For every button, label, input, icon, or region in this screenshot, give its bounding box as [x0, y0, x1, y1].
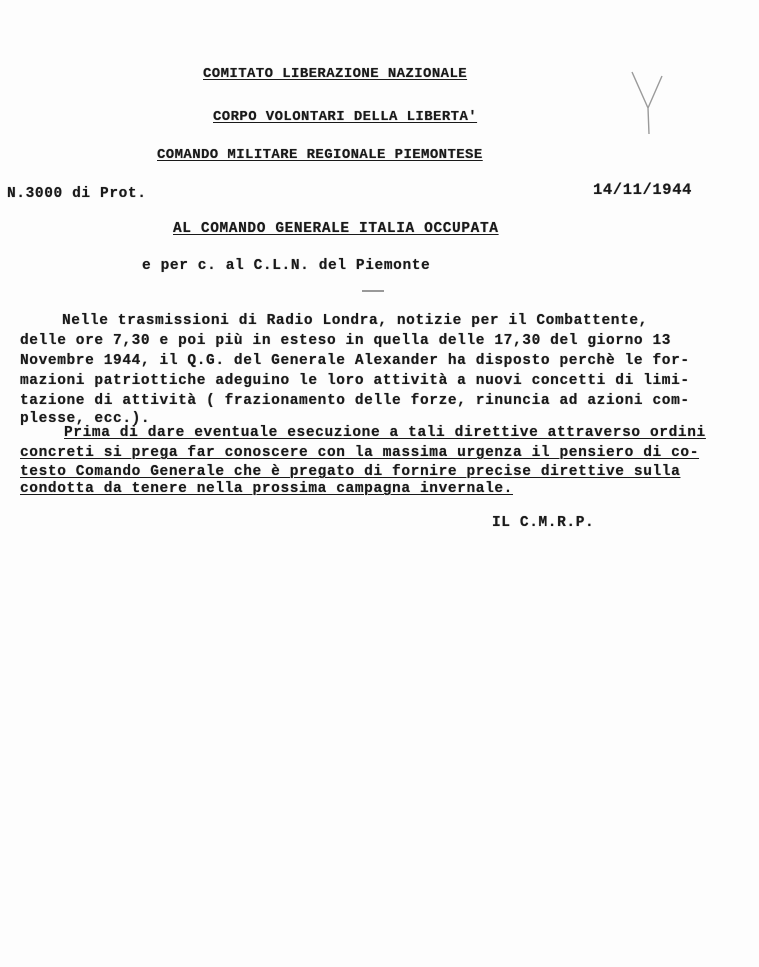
paragraph1-line: Novembre 1944, il Q.G. del Generale Alexander ha disposto perchè le for-: [20, 353, 690, 369]
protocol-number: N.3000 di Prot.: [7, 186, 147, 202]
handwritten-check-mark: [628, 68, 668, 138]
paragraph1-line: mazioni patriottiche adeguino le loro attività a nuovi concetti di limi-: [20, 373, 690, 389]
carbon-copy-recipient: e per c. al C.L.N. del Piemonte: [142, 258, 431, 274]
paragraph1-line: delle ore 7,30 e poi più in esteso in quella delle 17,30 del giorno 13: [20, 333, 672, 349]
document-date: 14/11/1944: [593, 181, 693, 199]
signature: IL C.M.R.P.: [492, 515, 595, 531]
paragraph1-line: tazione di attività ( frazionamento delle forze, rinuncia ad azioni com-: [20, 393, 690, 409]
header-corps: CORPO VOLONTARI DELLA LIBERTA': [213, 109, 478, 125]
paragraph2-line: condotta da tenere nella prossima campagna invernale.: [20, 481, 513, 497]
header-command: COMANDO MILITARE REGIONALE PIEMONTESE: [157, 147, 483, 163]
paragraph2-line: Prima di dare eventuale esecuzione a tali direttive attraverso ordini: [64, 425, 706, 441]
header-committee: COMITATO LIBERAZIONE NAZIONALE: [203, 66, 468, 82]
paragraph1-line: Nelle trasmissioni di Radio Londra, notizie per il Combattente,: [62, 313, 648, 329]
paragraph1-line: plesse, ecc.).: [20, 411, 151, 427]
stray-mark: [362, 290, 384, 292]
recipient: AL COMANDO GENERALE ITALIA OCCUPATA: [173, 221, 499, 237]
paragraph2-line: concreti si prega far conoscere con la massima urgenza il pensiero di co-: [20, 445, 700, 461]
paragraph2-line: testo Comando Generale che è pregato di fornire precise direttive sulla: [20, 464, 681, 480]
